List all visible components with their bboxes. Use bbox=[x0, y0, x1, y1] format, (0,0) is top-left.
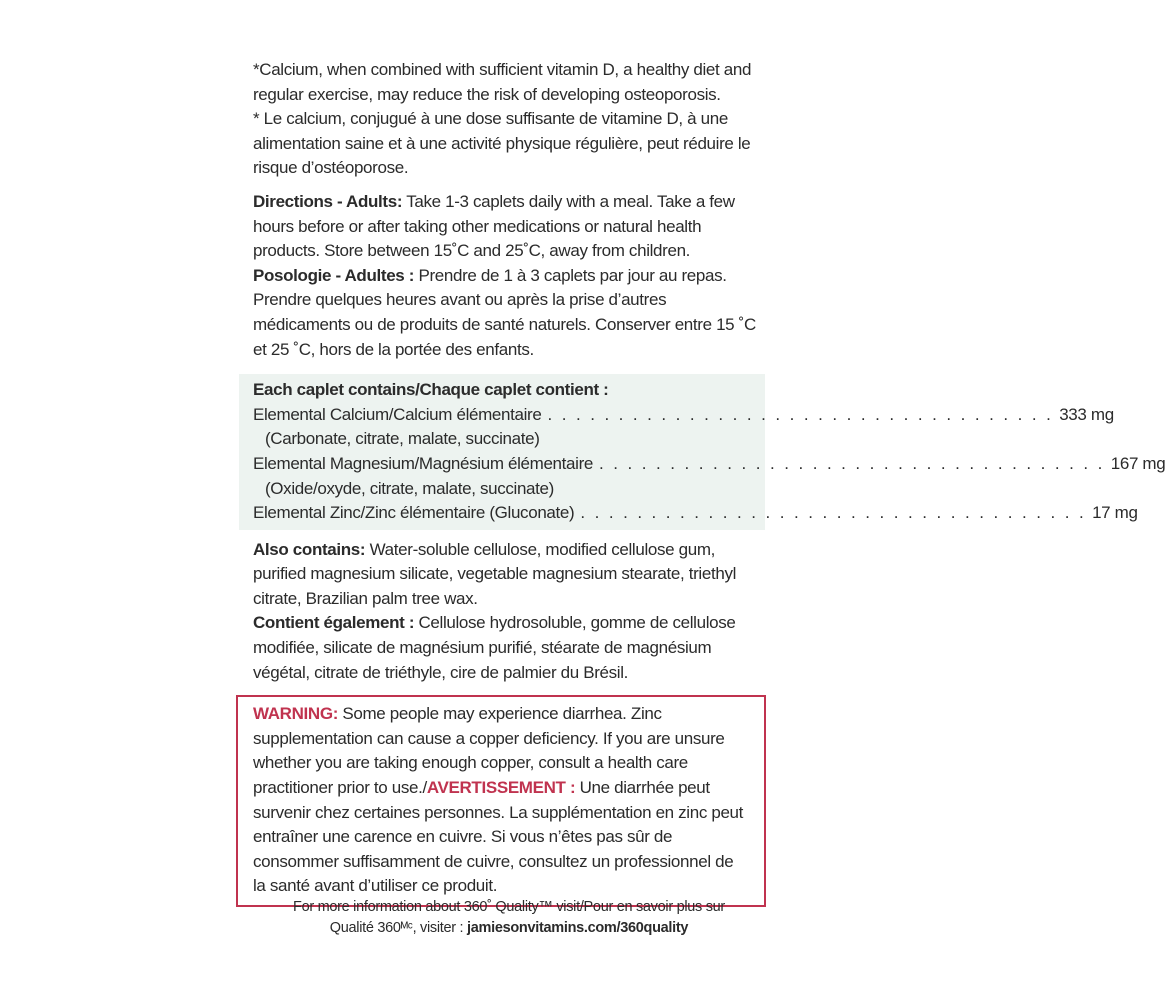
ingredient-amount: 17 mg bbox=[1092, 503, 1138, 523]
ingredient-name: Elemental Calcium/Calcium élémentaire bbox=[253, 404, 542, 424]
ingredient-name: Elemental Zinc/Zinc élémentaire (Gluconate) bbox=[253, 503, 575, 523]
footer-prefix: Qualité 360ᴹᶜ, visiter : bbox=[329, 920, 467, 936]
also-fr-text: Cellulose hydrosoluble, gomme de cellulose modifiée, silicate de magnésium purifié, stéarate de magnésium végétal, citrate de triéthyle, cire de palmier du Brésil. bbox=[253, 613, 736, 682]
warning-en-label: WARNING: bbox=[253, 704, 339, 724]
warning-en-text: Some people may experience diarrhea. Zinc supplementation can cause a copper deficiency. If you are unsure whether you are taking enough copper, consult a health care practitioner prior to use./ bbox=[253, 704, 725, 798]
ingredients-heading-text: Each caplet contains/Chaque caplet contient : bbox=[253, 380, 609, 400]
leader-dots: . . . . . . . . . . . . . . . . . . . . . . . . . . . . . . . . . . . . bbox=[599, 453, 1105, 473]
ingredient-amount: 333 mg bbox=[1059, 404, 1114, 424]
also-en-label: Also contains: bbox=[253, 539, 366, 559]
directions-fr bbox=[253, 264, 765, 362]
ingredient-name: Elemental Magnesium/Magnésium élémentaire bbox=[253, 453, 593, 473]
ingredient-row bbox=[253, 452, 1165, 477]
claim-fr: * Le calcium, conjugué à une dose suffisante de vitamine D, à une alimentation saine et à une activité physique régulière, peut réduire le risque d’ostéoporose. bbox=[253, 109, 751, 178]
directions-en-label: Directions - Adults: bbox=[253, 191, 403, 211]
also-en-text: Water-soluble cellulose, modified cellulose gum, purified magnesium silicate, vegetable magnesium stearate, triethyl citrate, Brazilian palm tree wax. bbox=[253, 539, 737, 608]
ingredients-heading bbox=[253, 378, 751, 403]
also-fr-label: Contient également : bbox=[253, 613, 415, 633]
ingredient-row bbox=[253, 403, 1114, 428]
directions-fr-label: Posologie - Adultes : bbox=[253, 265, 415, 285]
ingredient-amount: 167 mg bbox=[1110, 453, 1165, 473]
leader-dots: . . . . . . . . . . . . . . . . . . . . . . . . . . . . . . . . . . . . bbox=[580, 503, 1087, 523]
directions-en bbox=[253, 190, 765, 264]
directions-fr-text: Prendre de 1 à 3 caplets par jour au repas. Prendre quelques heures avant ou après la prise d’autres médicaments ou de produits de santé naturels. Conserver entre 15 ˚C et 25 ˚C, hors de la portée des enfants. bbox=[253, 265, 756, 359]
also-contains-section bbox=[253, 538, 765, 686]
footer-line-1: For more information about 360˚ Quality™ visit/Pour en savoir plus sur bbox=[293, 899, 725, 915]
claim-en: *Calcium, when combined with sufficient vitamin D, a healthy diet and regular exercise, may reduce the risk of developing osteoporosis. bbox=[253, 60, 752, 104]
directions-section bbox=[253, 190, 765, 362]
label-text-column bbox=[253, 58, 1165, 907]
directions-en-text: Take 1-3 caplets daily with a meal. Take a few hours before or after taking other medications or natural health products. Store between 15˚C and 25˚C, away from children. bbox=[253, 191, 735, 261]
ingredient-source: (Oxide/oxyde, citrate, malate, succinate) bbox=[265, 478, 554, 498]
footer-note bbox=[253, 897, 765, 939]
warning-fr-text: Une diarrhée peut survenir chez certaines personnes. La supplémentation en zinc peut entraîner une carence en cuivre. Si vous n’êtes pas sûr de consommer suffisamment de cuivre, consultez un professionnel de la santé avant d’utiliser ce produit. bbox=[253, 778, 744, 896]
warning-text bbox=[253, 702, 750, 899]
ingredients-panel bbox=[239, 374, 1165, 530]
ingredient-source: (Carbonate, citrate, malate, succinate) bbox=[265, 429, 540, 449]
also-fr bbox=[253, 611, 765, 685]
also-en bbox=[253, 538, 765, 612]
ingredient-row bbox=[253, 501, 1138, 526]
warning-box bbox=[236, 695, 766, 907]
warning-fr-label: AVERTISSEMENT : bbox=[426, 778, 576, 798]
footer-url: jamiesonvitamins.com/360quality bbox=[467, 920, 689, 936]
footer-line-2 bbox=[253, 918, 765, 939]
leader-dots: . . . . . . . . . . . . . . . . . . . . . . . . . . . . . . . . . . . . bbox=[547, 404, 1054, 424]
